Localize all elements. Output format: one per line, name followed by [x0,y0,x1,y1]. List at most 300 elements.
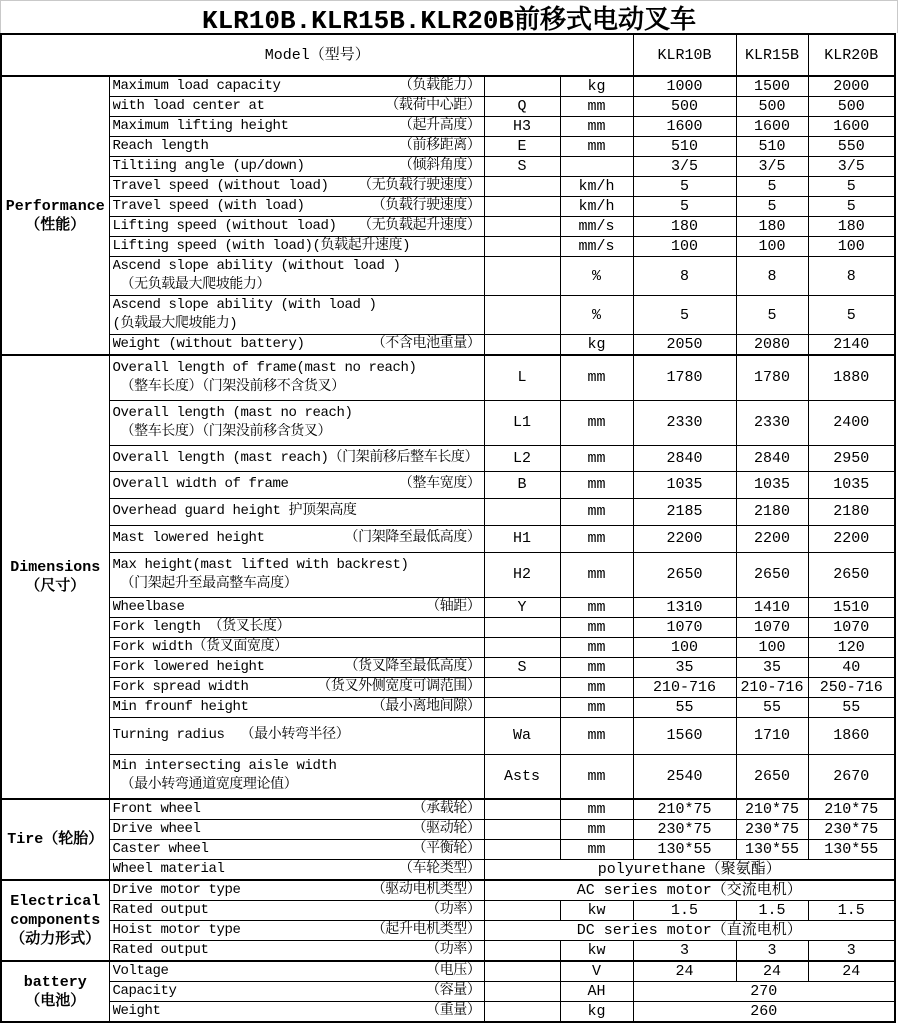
value-cell: 100 [633,637,736,657]
param-cell [109,552,484,597]
param-label-zh: （货叉降至最低高度） [344,658,481,675]
symbol-cell: L2 [484,445,560,471]
param-label-zh: （重量） [426,1003,481,1019]
unit-cell: mm [560,525,633,552]
model-column-klr20b: KLR20B [808,34,895,76]
param-label: Lifting speed (with load)(负载起升速度) [112,238,411,254]
value-cell: 230*75 [736,820,808,840]
param-cell [109,257,484,296]
unit-cell: kw [560,941,633,962]
param-label-en: Min frounf height [112,698,249,715]
value-cell: 5 [633,296,736,335]
value-cell: 500 [633,97,736,117]
param-cell [109,637,484,657]
value-cell: 3/5 [633,157,736,177]
spec-table-body [1,34,895,1022]
param-label-zh: （电压） [426,963,481,979]
symbol-cell: Wa [484,717,560,754]
unit-cell: mm [560,840,633,860]
param-label-en: Hoist motor type [112,922,241,938]
unit-cell: kg [560,335,633,356]
param-label-zh: （起升高度） [398,118,481,134]
param-label-en: Drive wheel [112,821,201,837]
value-cell: 2180 [736,498,808,525]
param-label-en: Wheelbase [112,598,185,615]
param-label-en: Overall length (mast no reach) [112,404,353,421]
param-cell [109,97,484,117]
param-label-en: Ascend slope ability (without load ) [112,258,401,274]
param-label-zh: （负载能力） [398,78,481,94]
param-cell [109,941,484,962]
value-cell: 1.5 [808,901,895,921]
param-label-zh: （整车长度）（门架没前移含货叉） [112,423,332,440]
param-cell [109,117,484,137]
value-cell-span: 270 [633,982,895,1002]
model-header-cell: Model（型号） [1,34,633,76]
value-cell: 2400 [808,400,895,445]
value-cell: 1.5 [633,901,736,921]
symbol-cell [484,840,560,860]
param-cell [109,296,484,335]
param-label-en: Caster wheel [112,841,209,857]
table-row [1,982,895,1002]
param-label-en: Reach length [112,138,209,154]
param-label-zh: （无负载最大爬坡能力） [112,277,271,293]
symbol-cell [484,697,560,717]
value-cell: 1500 [736,76,808,97]
section-label-dimensions [1,355,109,799]
unit-cell: mm [560,677,633,697]
span-value-cell: polyurethane（聚氨酯） [484,860,895,881]
value-cell: 3 [736,941,808,962]
param-label-zh: （车轮类型） [398,861,481,877]
value-cell: 3/5 [808,157,895,177]
value-cell: 2650 [736,552,808,597]
value-cell: 5 [736,177,808,197]
param-label-en: Wheel material [112,861,225,877]
param-cell [109,754,484,799]
value-cell: 1035 [736,471,808,498]
value-cell: 55 [808,697,895,717]
param-label-zh: （轴距） [426,598,481,615]
section-label-performance [1,76,109,355]
value-cell: 5 [808,296,895,335]
table-row [1,941,895,962]
value-cell: 100 [736,637,808,657]
value-cell: 1880 [808,355,895,400]
value-cell: 24 [808,961,895,982]
table-row [1,197,895,217]
span-value-cell: DC series motor（直流电机） [484,921,895,941]
table-row [1,617,895,637]
value-cell: 230*75 [808,820,895,840]
param-label: Fork length （货叉长度） [112,618,291,635]
unit-cell: km/h [560,197,633,217]
table-row [1,137,895,157]
spec-table [0,33,896,1023]
table-row [1,637,895,657]
param-label: Overall length (mast reach)（门架前移后整车长度） [112,449,479,466]
table-row [1,717,895,754]
section-name-zh: （轮胎） [43,831,104,848]
unit-cell: kg [560,76,633,97]
unit-cell: mm [560,754,633,799]
param-cell [109,982,484,1002]
value-cell: 8 [736,257,808,296]
param-cell [109,197,484,217]
table-row [1,157,895,177]
value-cell: 2080 [736,335,808,356]
unit-cell: mm [560,552,633,597]
value-cell: 2950 [808,445,895,471]
value-cell: 130*55 [808,840,895,860]
param-cell [109,400,484,445]
value-cell: 1710 [736,717,808,754]
value-cell: 5 [736,197,808,217]
param-cell [109,498,484,525]
table-row [1,296,895,335]
table-header-row [1,34,895,76]
param-cell [109,471,484,498]
table-row [1,335,895,356]
table-row [1,961,895,982]
value-cell: 40 [808,657,895,677]
value-cell: 55 [633,697,736,717]
symbol-cell: Y [484,597,560,617]
param-cell [109,860,484,881]
symbol-cell [484,799,560,820]
symbol-cell [484,982,560,1002]
param-label-en: Travel speed (with load) [112,198,305,214]
value-cell: 1600 [633,117,736,137]
param-cell [109,525,484,552]
param-label-zh: (负载最大爬坡能力) [112,316,238,332]
param-label-zh: （平衡轮） [412,841,481,857]
unit-cell: kg [560,1002,633,1023]
table-row [1,445,895,471]
param-label-zh: （无负载起升速度） [358,218,481,234]
value-cell: 1410 [736,597,808,617]
value-cell: 180 [736,217,808,237]
value-cell: 1600 [808,117,895,137]
table-row [1,498,895,525]
table-row [1,840,895,860]
value-cell: 210*75 [808,799,895,820]
unit-cell: kw [560,901,633,921]
table-row [1,177,895,197]
unit-cell: mm [560,697,633,717]
param-label-zh: （倾斜角度） [398,158,481,174]
param-cell [109,697,484,717]
section-name-zh: （动力形式） [10,931,101,948]
unit-cell: mm [560,471,633,498]
value-cell: 3 [633,941,736,962]
value-cell: 1780 [736,355,808,400]
section-name-zh: （尺寸） [25,578,86,595]
param-cell [109,657,484,677]
table-row [1,400,895,445]
param-label-en: Weight [112,1003,161,1019]
param-label-zh: （门架起升至最高整车高度） [112,575,298,592]
value-cell: 2200 [808,525,895,552]
value-cell: 210-716 [736,677,808,697]
param-label-zh: （前移距离） [398,138,481,154]
param-label-en: Ascend slope ability (with load ) [112,297,377,313]
value-cell: 230*75 [633,820,736,840]
unit-cell: km/h [560,177,633,197]
param-label-zh: （门架降至最低高度） [344,530,481,546]
unit-cell: mm/s [560,217,633,237]
param-label: Fork width（货叉面宽度） [112,638,288,655]
symbol-cell: S [484,657,560,677]
value-cell: 1070 [808,617,895,637]
value-cell: 2540 [633,754,736,799]
param-label-zh: （功率） [426,942,481,958]
unit-cell: mm [560,597,633,617]
value-cell: 2200 [633,525,736,552]
param-label-en: with load center at [112,98,265,114]
table-row [1,217,895,237]
table-row [1,597,895,617]
symbol-cell: H1 [484,525,560,552]
value-cell: 3 [808,941,895,962]
param-cell [109,157,484,177]
value-cell: 210*75 [633,799,736,820]
value-cell: 8 [808,257,895,296]
symbol-cell [484,76,560,97]
param-label-en: Weight (without battery) [112,336,305,352]
param-label-zh: （整车宽度） [398,476,481,492]
param-label-en: Rated output [112,942,209,958]
param-label-zh: （最小转弯通道宽度理论值） [112,777,298,794]
symbol-cell [484,961,560,982]
value-cell: 1780 [633,355,736,400]
param-label-en: Fork spread width [112,678,249,695]
value-cell: 2330 [736,400,808,445]
value-cell: 210*75 [736,799,808,820]
symbol-cell [484,1002,560,1023]
unit-cell: mm [560,820,633,840]
param-label-en: Drive motor type [112,882,241,898]
table-row [1,1002,895,1023]
value-cell: 24 [633,961,736,982]
param-cell [109,335,484,356]
value-cell: 180 [633,217,736,237]
value-cell: 2050 [633,335,736,356]
section-name-zh: （电池） [25,992,86,1010]
unit-cell: % [560,257,633,296]
value-cell: 3/5 [736,157,808,177]
unit-cell: mm [560,617,633,637]
symbol-cell [484,217,560,237]
table-row [1,257,895,296]
symbol-cell: Q [484,97,560,117]
param-cell [109,901,484,921]
param-cell [109,237,484,257]
table-row [1,97,895,117]
value-cell: 1035 [808,471,895,498]
table-row [1,525,895,552]
param-cell [109,677,484,697]
symbol-cell: H3 [484,117,560,137]
symbol-cell [484,820,560,840]
unit-cell: mm [560,445,633,471]
symbol-cell [484,677,560,697]
param-label-en: Maximum lifting height [112,118,289,134]
param-label-en: Fork lowered height [112,658,265,675]
unit-cell: AH [560,982,633,1002]
value-cell: 2000 [808,76,895,97]
value-cell: 5 [736,296,808,335]
value-cell: 1860 [808,717,895,754]
param-cell [109,355,484,400]
param-label-zh: （负载行驶速度） [371,198,481,214]
value-cell: 1070 [633,617,736,637]
value-cell: 1560 [633,717,736,754]
value-cell: 2650 [736,754,808,799]
param-cell [109,820,484,840]
unit-cell: mm [560,717,633,754]
table-row [1,237,895,257]
table-row [1,76,895,97]
param-cell [109,717,484,754]
symbol-cell [484,296,560,335]
value-cell: 1.5 [736,901,808,921]
unit-cell: mm [560,355,633,400]
param-label-en: Rated output [112,902,209,918]
table-row [1,901,895,921]
symbol-cell [484,197,560,217]
unit-cell: mm [560,498,633,525]
param-label-en: Front wheel [112,801,201,817]
param-label-en: Min intersecting aisle width [112,758,337,775]
value-cell-span: 260 [633,1002,895,1023]
table-row [1,697,895,717]
value-cell: 5 [633,197,736,217]
unit-cell: mm [560,799,633,820]
param-label: Turning radius （最小转弯半径） [112,727,350,743]
unit-cell: mm [560,137,633,157]
param-cell [109,177,484,197]
unit-cell: mm [560,400,633,445]
param-label-zh: （最小离地间隙） [371,698,481,715]
param-label-en: Mast lowered height [112,530,265,546]
param-cell [109,597,484,617]
value-cell: 1070 [736,617,808,637]
param-cell [109,961,484,982]
param-label-en: Overall length of frame(mast no reach) [112,359,417,376]
section-label-tire [1,799,109,880]
param-cell [109,799,484,820]
value-cell: 8 [633,257,736,296]
param-label-zh: （承载轮） [412,801,481,817]
symbol-cell [484,941,560,962]
param-label-zh: （驱动电机类型） [371,882,481,898]
value-cell: 2180 [808,498,895,525]
param-cell [109,1002,484,1023]
param-label-zh: （货叉外侧宽度可调范围） [317,678,481,695]
table-row [1,921,895,941]
value-cell: 35 [736,657,808,677]
value-cell: 5 [808,197,895,217]
unit-cell: % [560,296,633,335]
table-row [1,355,895,400]
table-row [1,860,895,881]
span-value-cell: AC series motor（交流电机） [484,880,895,901]
unit-cell: mm [560,97,633,117]
param-cell [109,217,484,237]
value-cell: 210-716 [633,677,736,697]
section-name-en: Performance [5,197,105,215]
param-label-en: Lifting speed (without load) [112,218,337,234]
symbol-cell [484,237,560,257]
table-row [1,820,895,840]
param-label-zh: （起升电机类型） [371,922,481,938]
value-cell: 500 [736,97,808,117]
param-label-en: Maximum load capacity [112,78,281,94]
unit-cell: mm [560,657,633,677]
symbol-cell: Asts [484,754,560,799]
value-cell: 5 [808,177,895,197]
value-cell: 2185 [633,498,736,525]
value-cell: 1035 [633,471,736,498]
value-cell: 2330 [633,400,736,445]
value-cell: 130*55 [736,840,808,860]
table-row [1,471,895,498]
unit-cell: V [560,961,633,982]
param-label-en: Voltage [112,963,169,979]
value-cell: 1600 [736,117,808,137]
section-label-battery [1,961,109,1022]
value-cell: 100 [633,237,736,257]
table-row [1,552,895,597]
table-row [1,799,895,820]
param-label-zh: （载荷中心距） [385,98,481,114]
table-row [1,754,895,799]
section-name-en: Dimensions [10,559,101,576]
value-cell: 2140 [808,335,895,356]
value-cell: 5 [633,177,736,197]
value-cell: 1000 [633,76,736,97]
value-cell: 180 [808,217,895,237]
value-cell: 1510 [808,597,895,617]
table-row [1,657,895,677]
model-column-klr15b: KLR15B [736,34,808,76]
value-cell: 510 [633,137,736,157]
param-label-zh: （整车长度）（门架没前移不含货叉） [112,378,345,395]
symbol-cell: H2 [484,552,560,597]
section-name-zh: （性能） [25,216,86,234]
symbol-cell [484,901,560,921]
param-cell [109,445,484,471]
section-name-en: battery [23,973,87,991]
symbol-cell: L [484,355,560,400]
symbol-cell [484,335,560,356]
value-cell: 130*55 [633,840,736,860]
value-cell: 500 [808,97,895,117]
symbol-cell [484,257,560,296]
param-label-en: Tiltiing angle (up/down) [112,158,305,174]
value-cell: 510 [736,137,808,157]
value-cell: 100 [808,237,895,257]
value-cell: 35 [633,657,736,677]
param-cell [109,76,484,97]
section-name-en: Electrical components [10,893,101,929]
symbol-cell [484,177,560,197]
value-cell: 55 [736,697,808,717]
symbol-cell [484,498,560,525]
param-label: Overhead guard height 护顶架高度 [112,503,357,519]
